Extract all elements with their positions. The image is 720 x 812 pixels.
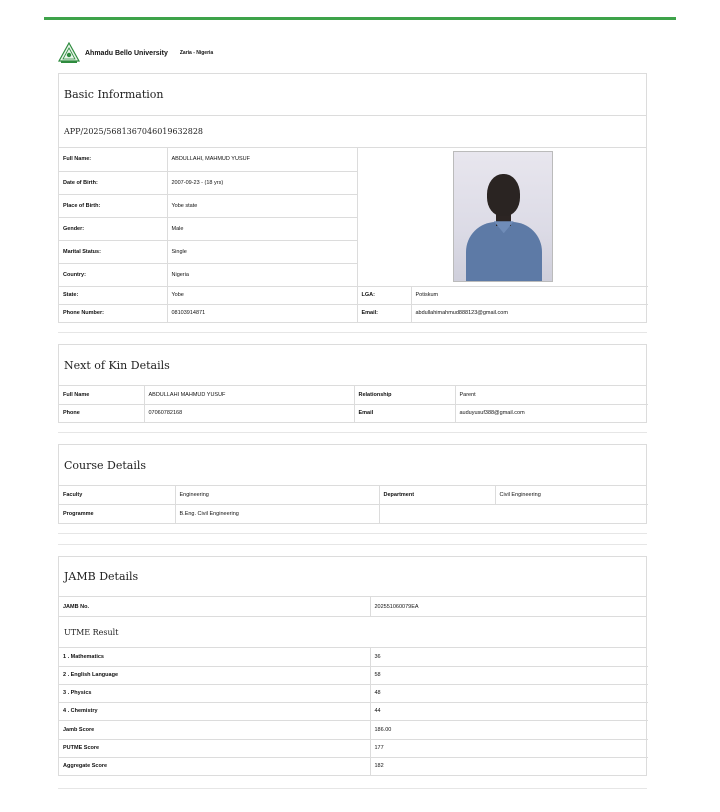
- section-divider: [58, 533, 647, 534]
- kin-phone-value: 07060782168: [144, 404, 354, 422]
- field-label: Faculty: [59, 486, 175, 504]
- applicant-photo: [453, 151, 553, 282]
- jamb-score-value: 186.00: [370, 720, 648, 739]
- subject-label: 3 . Physics: [59, 684, 370, 702]
- jamb-details-title: JAMB Details: [59, 557, 646, 597]
- field-label: Date of Birth:: [59, 171, 167, 194]
- lga-value: Potiskum: [411, 286, 648, 304]
- section-divider: [58, 544, 647, 545]
- jamb-number-value: 202551060079EA: [370, 597, 648, 616]
- field-label: Phone Number:: [59, 304, 167, 322]
- programme-value: B.Eng. Civil Engineering: [175, 504, 379, 523]
- gender-value: Male: [167, 217, 357, 240]
- top-accent-bar: [44, 17, 676, 20]
- field-label: Gender:: [59, 217, 167, 240]
- subject-score: 36: [370, 648, 648, 666]
- jamb-number-table: [59, 597, 648, 616]
- next-of-kin-table: [59, 386, 648, 422]
- course-details-card: [58, 444, 647, 524]
- subject-score: 44: [370, 702, 648, 720]
- field-label: Programme: [59, 504, 175, 523]
- kin-relationship-value: Parent: [455, 386, 648, 404]
- application-number: APP/2025/5681367046019632828: [59, 116, 646, 148]
- subject-score: 58: [370, 666, 648, 684]
- subject-label: 1 . Mathematics: [59, 648, 370, 666]
- table-row: [59, 648, 648, 666]
- basic-information-title: Basic Information: [59, 74, 646, 116]
- table-row: [59, 702, 648, 720]
- field-label: JAMB No.: [59, 597, 370, 616]
- field-label: Jamb Score: [59, 720, 370, 739]
- course-details-table: [59, 486, 648, 523]
- putme-score-value: 177: [370, 739, 648, 757]
- university-location: Zaria - Nigeria: [179, 50, 214, 56]
- phone-value: 08103914871: [167, 304, 357, 322]
- section-divider: [58, 788, 647, 789]
- photo-cell: [357, 148, 648, 286]
- field-label: Department: [379, 486, 495, 504]
- field-label: Phone: [59, 404, 144, 422]
- field-label: Marital Status:: [59, 240, 167, 263]
- table-row: [59, 757, 648, 775]
- kin-name-value: ABDULLAHI MAHMUD YUSUF: [144, 386, 354, 404]
- table-row: [59, 684, 648, 702]
- empty-cell: [379, 504, 648, 523]
- page-header: [58, 42, 213, 64]
- field-label: State:: [59, 286, 167, 304]
- field-label: Relationship: [354, 386, 455, 404]
- table-row: [59, 720, 648, 739]
- field-label: Email: [354, 404, 455, 422]
- table-row: [59, 286, 648, 304]
- aggregate-score-value: 182: [370, 757, 648, 775]
- marital-status-value: Single: [167, 240, 357, 263]
- state-value: Yobe: [167, 286, 357, 304]
- place-of-birth-value: Yobe state: [167, 194, 357, 217]
- table-row: [59, 597, 648, 616]
- basic-information-card: [58, 73, 647, 323]
- kin-email-value: auduyusuf388@gmail.com: [455, 404, 648, 422]
- table-row: [59, 666, 648, 684]
- next-of-kin-card: [58, 344, 647, 423]
- utme-result-table: [59, 648, 648, 775]
- field-label: PUTME Score: [59, 739, 370, 757]
- full-name-value: ABDULLAHI, MAHMUD YUSUF: [167, 148, 357, 171]
- field-label: Full Name: [59, 386, 144, 404]
- table-row: [59, 304, 648, 322]
- faculty-value: Engineering: [175, 486, 379, 504]
- section-divider: [58, 432, 647, 433]
- field-label: Aggregate Score: [59, 757, 370, 775]
- field-label: Email:: [357, 304, 411, 322]
- subject-label: 4 . Chemistry: [59, 702, 370, 720]
- field-label: Country:: [59, 263, 167, 286]
- university-name: Ahmadu Bello University: [85, 49, 168, 57]
- table-row: [59, 504, 648, 523]
- subject-score: 48: [370, 684, 648, 702]
- next-of-kin-title: Next of Kin Details: [59, 345, 646, 386]
- abu-crest-icon: [58, 42, 80, 64]
- subject-label: 2 . English Language: [59, 666, 370, 684]
- table-row: [59, 386, 648, 404]
- table-row: [59, 486, 648, 504]
- section-divider: [58, 332, 647, 333]
- jamb-details-card: [58, 556, 647, 776]
- table-row: [59, 739, 648, 757]
- utme-result-title: UTME Result: [59, 616, 646, 648]
- department-value: Civil Engineering: [495, 486, 648, 504]
- table-row: [59, 404, 648, 422]
- country-value: Nigeria: [167, 263, 357, 286]
- dob-value: 2007-09-23 - (18 yrs): [167, 171, 357, 194]
- field-label: LGA:: [357, 286, 411, 304]
- basic-info-table: [59, 148, 648, 322]
- email-value: abdullahimahmud888123@gmail.com: [411, 304, 648, 322]
- field-label: Place of Birth:: [59, 194, 167, 217]
- field-label: Full Name:: [59, 148, 167, 171]
- table-row: [59, 148, 648, 171]
- course-details-title: Course Details: [59, 445, 646, 486]
